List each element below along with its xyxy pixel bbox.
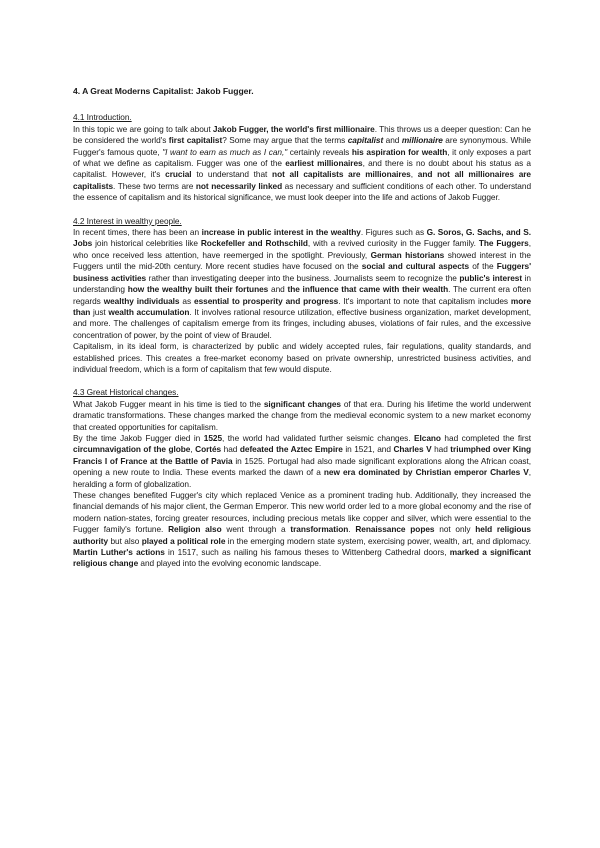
paragraph [73, 399, 531, 433]
text-run: , with a revived curiosity in the Fugger family. [307, 238, 479, 249]
bold-text: Cortés [195, 444, 222, 455]
bold-text: his aspiration for wealth [351, 146, 448, 157]
bold-text: triumphed over King Francis I of France at the Battle of Pavia [73, 444, 531, 466]
text-run: . These two terms are [113, 180, 196, 191]
bold-text: Martin Luther's actions [73, 547, 165, 558]
bold-text: earliest millionaires [285, 158, 363, 169]
section-spacer [73, 204, 531, 216]
text-run: . The current era often regards [73, 284, 531, 306]
bold-text: public's interest [459, 272, 523, 283]
bold-text: social and cultural aspects [361, 261, 470, 272]
bold-text: significant changes [263, 398, 341, 409]
text-run: in 1521, and [342, 444, 394, 455]
text-run: Capitalism, in its ideal form, is characterized by public and widely accepted rules, fair regulations, quality standards, and established prices. This creates a free-market economy based on private ownership, unrestricted business activities, and individual freedom, which is a form of capitalism that few would dispute. [73, 341, 531, 374]
paragraph [73, 124, 531, 204]
text-run: as necessary and sufficient conditions of each other. To understand the essence of capitalism and its historical significance, we must look deeper into the life and actions of Jakob Fugger. [73, 180, 532, 203]
text-run: had [431, 444, 451, 455]
text-run: of the [469, 261, 497, 272]
bold-text: played a political role [141, 535, 226, 546]
bold-text: Elcano [414, 432, 441, 443]
text-run: These changes benefited Fugger's city which replaced Venice as a prominent trading hub. Additionally, they increased the financial demands of his major client, the German Emperor. This new world order led to a more global economy and the rise of modern nation-states, forcing greater resources, including precious metals like copper and silver, which were essential to the Fugger family's fortune. [73, 490, 531, 535]
text-run: In this topic we are going to talk about [73, 123, 213, 134]
text-run: showed interest in the Fuggers until the mid-20th century. More recent studies have focused on the [73, 249, 531, 272]
text-run: , it only exposes a part of what we define as capitalism. Fugger was one of the [73, 146, 531, 169]
text-run: not only [434, 524, 476, 535]
paragraph [73, 490, 531, 570]
text-run: had [221, 444, 240, 455]
text-run: but also [108, 535, 142, 546]
bold-text: and not all millionaires are capitalists [73, 169, 531, 191]
document-page [73, 86, 531, 570]
bold-text: German historians [370, 249, 445, 260]
bold-text: crucial [165, 169, 192, 180]
section-heading: 4.1 Introduction. [73, 112, 132, 123]
text-run: in 1517, such as nailing his famous theses to Wittenberg Cathedral doors, [164, 547, 450, 558]
bold-text: the influence that came with their wealth [287, 284, 449, 295]
text-run: , who once received less attention, have reemerged in the spotlight. Previously, [73, 238, 531, 260]
bold-italic-text: millionaire [401, 135, 443, 146]
section-spacer [73, 375, 531, 387]
bold-text: first capitalist [168, 135, 223, 146]
text-run: in 1525. Portugal had also made significant explorations along the African coast, opening a new route to India. These events marked the dawn of a [73, 455, 531, 478]
text-run: rather than investigating deeper into the business. Journalists seem to recognize the [146, 272, 460, 283]
text-run: , and there is no doubt about his status as a capitalist. However, it's [73, 158, 532, 180]
text-run: , [190, 444, 196, 455]
text-run: and [383, 135, 402, 146]
bold-text: Rockefeller and Rothschild [200, 238, 308, 249]
text-run: as [179, 295, 194, 306]
bold-text: increase in public interest in the wealthy [201, 227, 361, 238]
text-run: . Figures such as [360, 227, 427, 238]
bold-text: Charles V [393, 444, 432, 455]
bold-text: new era dominated by Christian emperor Charles V [323, 467, 529, 478]
bold-text: marked a significant religious change [73, 547, 532, 569]
document-body [73, 112, 531, 569]
page-title: 4. A Great Moderns Capitalist: Jakob Fugger. [73, 86, 254, 96]
bold-text: G. Soros, G. Sachs, and S. Jobs [73, 227, 531, 249]
italic-text: "I want to earn as much as I can," [162, 146, 288, 157]
bold-text: Jakob Fugger, the world's first millionaire [212, 123, 375, 134]
bold-text: Fuggers' business activities [73, 261, 531, 283]
text-run: . [348, 524, 356, 535]
text-run: , the world had validated further seismic changes. [222, 432, 415, 443]
text-run: What Jakob Fugger meant in his time is tied to the [73, 398, 264, 409]
text-run: , heralding a form of globalization. [73, 467, 532, 489]
text-run: are synonymous. While Fugger's famous quote, [73, 135, 531, 157]
paragraph [73, 341, 531, 375]
bold-text: essential to prosperity and progress [194, 295, 339, 306]
section-heading: 4.3 Great Historical changes. [73, 387, 179, 398]
bold-italic-text: capitalist [347, 135, 384, 146]
text-run: . This throws us a deeper question: Can he be considered the world's [73, 123, 531, 146]
text-run: . It involves rational resource utilization, effective business organization, market development, and more. The challenges of capitalism emerge from its fringes, including abuses, violations of fair rules, and the excessive concentration of power, by the point of view of Braudel. [73, 306, 532, 340]
bold-text: how the wealthy built their fortunes [127, 284, 269, 295]
text-run: of that era. During his lifetime the world underwent dramatic transformations. These changes marked the change from the medieval economic system to a new market economy that created opportunities for capitalism. [73, 398, 531, 432]
bold-text: transformation [290, 524, 349, 535]
bold-text: more than [73, 295, 532, 317]
text-run: certainly reveals [287, 146, 352, 157]
bold-text: Religion also [168, 524, 222, 535]
bold-text: not all capitalists are millionaires [272, 169, 411, 180]
bold-text: defeated the Aztec Empire [239, 444, 343, 455]
bold-text: held religious authority [73, 524, 532, 546]
text-run: join historical celebrities like [92, 238, 201, 249]
text-run: had completed the first [440, 432, 531, 443]
paragraph [73, 433, 531, 490]
text-run: in understanding [73, 272, 531, 295]
bold-text: not necessarily linked [195, 180, 283, 191]
text-run: In recent times, there has been an [73, 227, 202, 238]
text-run: . It's important to note that capitalism includes [338, 295, 511, 306]
text-run: went through a [221, 524, 291, 535]
text-run: just [90, 306, 109, 317]
text-run: By the time Jakob Fugger died in [73, 432, 204, 443]
paragraph [73, 227, 531, 341]
text-run: and played into the evolving economic landscape. [138, 558, 322, 569]
section-heading: 4.2 Interest in wealthy people. [73, 215, 182, 226]
bold-text: circumnavigation of the globe [73, 444, 191, 455]
text-run: , [410, 169, 418, 180]
bold-text: wealth accumulation [108, 306, 190, 317]
text-run: ? Some may argue that the terms [222, 135, 348, 146]
text-run: and [268, 284, 288, 295]
text-run: to understand that [191, 169, 273, 180]
bold-text: 1525 [203, 432, 223, 443]
bold-text: Renaissance popes [355, 524, 435, 535]
bold-text: wealthy individuals [103, 295, 180, 306]
text-run: in the emerging modern state system, exercising power, wealth, art, and diplomacy. [225, 535, 531, 546]
bold-text: The Fuggers [478, 238, 529, 249]
